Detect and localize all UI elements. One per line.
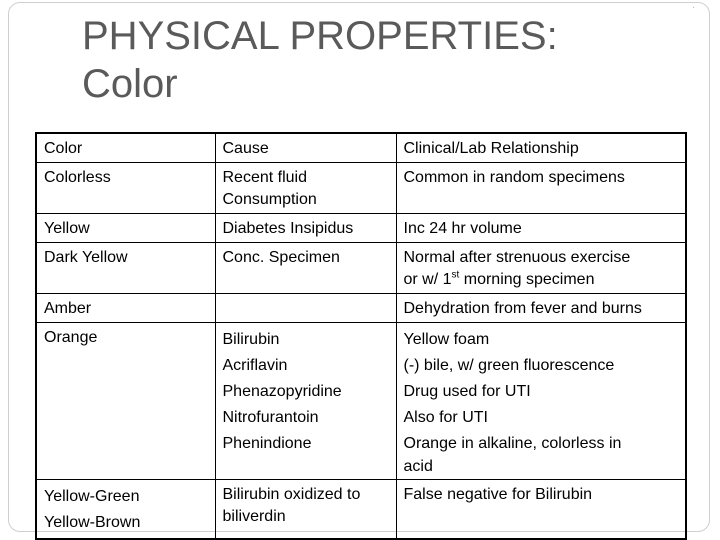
cell-color xyxy=(36,323,215,480)
title-line-1: PHYSICAL PROPERTIES: xyxy=(82,14,558,58)
cell-text: Phenindione xyxy=(222,435,312,452)
cell-text: Bilirubin oxidized to xyxy=(222,486,361,503)
ordinal-suffix: st xyxy=(451,269,460,281)
table-row xyxy=(36,163,686,214)
cell-text: Inc 24 hr volume xyxy=(403,220,522,237)
cell-cause xyxy=(215,163,396,214)
cell-cause xyxy=(215,480,396,540)
cell-clinical xyxy=(396,214,686,243)
cell-text: Orange in alkaline, colorless in xyxy=(403,435,622,452)
table-header-row xyxy=(36,133,686,163)
slide-title xyxy=(82,12,558,108)
cell-text: biliverdin xyxy=(222,508,286,525)
cell-text-part: or w/ 1 xyxy=(403,271,452,288)
cell-color xyxy=(36,243,215,294)
cell-text: Bilirubin xyxy=(222,331,280,348)
header-clinical: Clinical/Lab Relationship xyxy=(396,133,686,163)
cell-text: Orange xyxy=(44,329,98,346)
table-row xyxy=(36,214,686,243)
cell-text: Colorless xyxy=(44,169,111,186)
header-cause: Cause xyxy=(215,133,396,163)
cell-text: Conc. Specimen xyxy=(222,249,340,266)
cell-text: Recent fluid xyxy=(222,169,307,186)
cell-text: Phenazopyridine xyxy=(222,383,342,400)
cell-text: Yellow foam xyxy=(403,331,490,348)
cell-text: Nitrofurantoin xyxy=(222,409,319,426)
header-color: Color xyxy=(36,133,215,163)
table-row xyxy=(36,323,686,480)
cell-color xyxy=(36,214,215,243)
cell-text: Dehydration from fever and burns xyxy=(403,300,642,317)
cell-text: (-) bile, w/ green fluorescence xyxy=(403,357,615,374)
table-row xyxy=(36,243,686,294)
cell-text: Normal after strenuous exercise xyxy=(403,249,631,266)
color-properties-table xyxy=(35,132,687,540)
cell-clinical xyxy=(396,294,686,323)
cell-clinical xyxy=(396,243,686,294)
cell-text: Yellow-Green xyxy=(44,488,140,505)
cell-text xyxy=(404,269,680,291)
cell-text: Yellow xyxy=(44,220,90,237)
cell-cause xyxy=(215,243,396,294)
cell-color xyxy=(36,294,215,323)
cell-text: Dark Yellow xyxy=(44,249,128,266)
cell-text: Consumption xyxy=(222,191,317,208)
cell-text: Yellow-Brown xyxy=(44,514,141,531)
cell-text: Amber xyxy=(44,300,92,317)
cell-color xyxy=(36,163,215,214)
corner-decoration-icon: · xyxy=(692,2,696,13)
cell-text: False negative for Bilirubin xyxy=(403,486,593,503)
cell-text: Drug used for UTI xyxy=(403,383,531,400)
table-row xyxy=(36,480,686,540)
table-row xyxy=(36,294,686,323)
cell-cause xyxy=(215,294,396,323)
cell-text: acid xyxy=(403,458,433,475)
cell-color xyxy=(36,480,215,540)
cell-text: Common in random specimens xyxy=(403,169,625,186)
cell-clinical xyxy=(396,323,686,480)
cell-cause xyxy=(215,214,396,243)
title-line-2: Color xyxy=(82,62,178,106)
cell-text-part: morning specimen xyxy=(459,271,595,288)
cell-cause xyxy=(215,323,396,480)
cell-clinical xyxy=(396,480,686,540)
cell-clinical xyxy=(396,163,686,214)
cell-text: Acriflavin xyxy=(222,357,288,374)
cell-text: Diabetes Insipidus xyxy=(222,220,354,237)
cell-text: Also for UTI xyxy=(403,409,488,426)
